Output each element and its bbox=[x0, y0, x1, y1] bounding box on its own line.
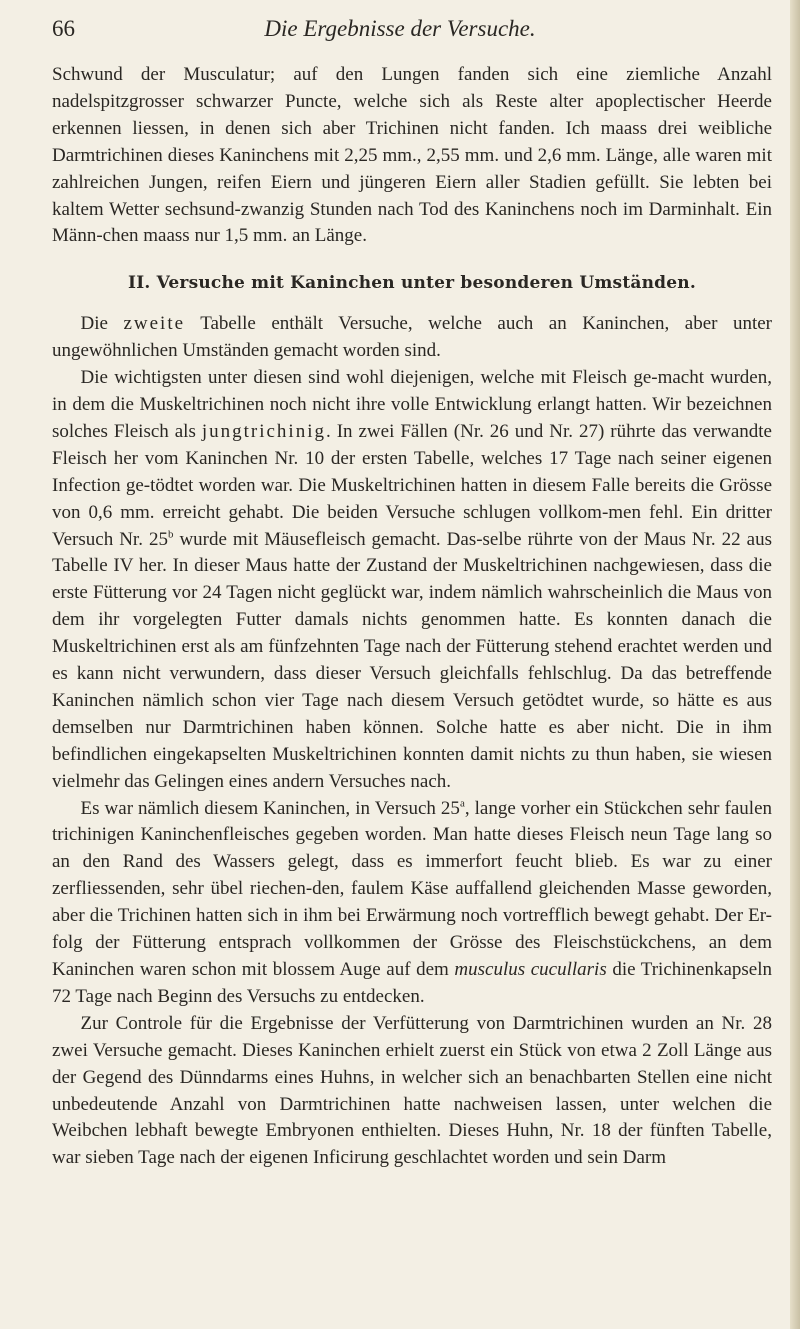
latin-term: musculus cucullaris bbox=[454, 959, 607, 980]
paragraph-4: Es war nämlich diesem Kaninchen, in Versuch 25$^a$, lange vorher ein Stückchen sehr faulen trichinigen Kaninchenfleisches gegeben worden. Man hatte dieses Fleisch neun Tage lang so an den Rand des Wassers gelegt, dass es immerfort feucht blieb. Es war zu einer zerfliessenden, sehr übel riechen-den, faulem Käse auffallend gleichenden Masse geworden, aber die Trichinen hatten sich in ihm bei Erwärmung noch vortrefflich bewegt gehabt. Der Er-folg der Fütterung entsprach vollkommen der Grösse des Fleischstückchens, an dem Kaninchen waren schon mit blossem Auge auf dem musculus cucullaris die Trichinenkapseln 72 Tage nach Beginn des Versuchs zu entdecken. bbox=[52, 797, 773, 1007]
page-edge bbox=[790, 0, 800, 1329]
emphasis-spaced: zweite bbox=[123, 313, 186, 335]
emphasis-spaced: jungtrichinig bbox=[201, 420, 326, 442]
page-header bbox=[52, 16, 748, 48]
paragraph-2: Die zweite Tabelle enthält Versuche, welche auch an Kaninchen, aber unter ungewöhnlichen Umständen gemacht worden sind. bbox=[52, 313, 773, 362]
paragraph-3: Die wichtigsten unter diesen sind wohl diejenigen, welche mit Fleisch ge-macht wurden, in dem die Muskeltrichinen noch nicht ihre volle Entwicklung erlangt hatten. Wir bezeichnen solches Fleisch als jungtrichinig. In zwei Fällen (Nr. 26 und Nr. 27) rührte das verwandte Fleisch her vom Kaninchen Nr. 10 der ersten Tabelle, welches 17 Tage nach seiner eigenen Infection ge-tödtet worden war. Die Muskeltrichinen hatten in diesem Falle bereits die Grösse von 0,6 mm. erreicht gehabt. Die beiden Versuche schlugen vollkom-men fehl. Ein dritter Versuch Nr. 25$^b$ wurde mit Mäusefleisch gemacht. Das-selbe rührte von der Maus Nr. 22 aus Tabelle IV her. In dieser Maus hatte der Zustand der Muskeltrichinen nachgewiesen, dass die erste Fütterung vor 24 Tagen nicht geglückt war, indem nämlich wahrscheinlich die Maus von dem ihr vorgelegten Futter damals nichts genommen hatte. Es konnten danach die Muskeltrichinen erst als am fünfzehnten Tage nach der Fütterung stehend erachtet werden und es kann nicht verwundern, dass dieser Versuch gleichfalls fehlschlug. Da das betreffende Kaninchen nämlich schon vier Tage nach diesem Versuch getödtet wurde, so hätte es aus demselben nur Darmtrichinen haben können. Solche hatte es aber nicht. Die in ihm befindlichen eingekapselten Muskeltrichinen konnten damit nichts zu thun haben, sie wiesen vielmehr das Gelingen eines andern Versuches nach. bbox=[52, 367, 772, 792]
paragraph-1: Schwund der Musculatur; auf den Lungen fanden sich eine ziemliche Anzahl nadelspitzgrosser schwarzer Puncte, welche sich als Reste alter apoplectischer Heerde erkennen liessen, in denen sich aber Trichinen nicht fanden. Ich maass drei weibliche Darmtrichinen dieses Kaninchens mit 2,25 mm., 2,55 mm. und 2,6 mm. Länge, alle waren mit zahlreichen Jungen, reifen Eiern und jüngeren Eiern aller Stadien gefüllt. Sie lebten bei kaltem Wetter sechsund-zwanzig Stunden nach Tod des Kaninchens noch im Darminhalt. Ein Männ-chen maass nur 1,5 mm. an Länge. bbox=[52, 64, 772, 247]
body-text bbox=[52, 62, 772, 1172]
superscript: a bbox=[459, 797, 465, 810]
page-number: 66 bbox=[52, 16, 75, 41]
section-heading: II. Versuche mit Kaninchen unter besonderen Umständen. bbox=[128, 273, 696, 294]
running-title: Die Ergebnisse der Versuche. bbox=[264, 16, 536, 41]
superscript: b bbox=[167, 528, 174, 541]
paragraph-5: Zur Controle für die Ergebnisse der Verfütterung von Darmtrichinen wurden an Nr. 28 zwei Versuche gemacht. Dieses Kaninchen erhielt zuerst ein Stück von etwa 2 Zoll Länge aus der Gegend des Dünndarms eines Huhns, in welcher sich an benachbarten Stellen eine nicht unbedeutende Anzahl von Darmtrichinen hatte nachweisen lassen, unter welchen die Weibchen lebhaft bewegte Embryonen enthielten. Dieses Huhn, Nr. 18 der fünften Tabelle, war sieben Tage nach der eigenen Inficirung geschlachtet worden und sein Darm bbox=[52, 1012, 772, 1169]
